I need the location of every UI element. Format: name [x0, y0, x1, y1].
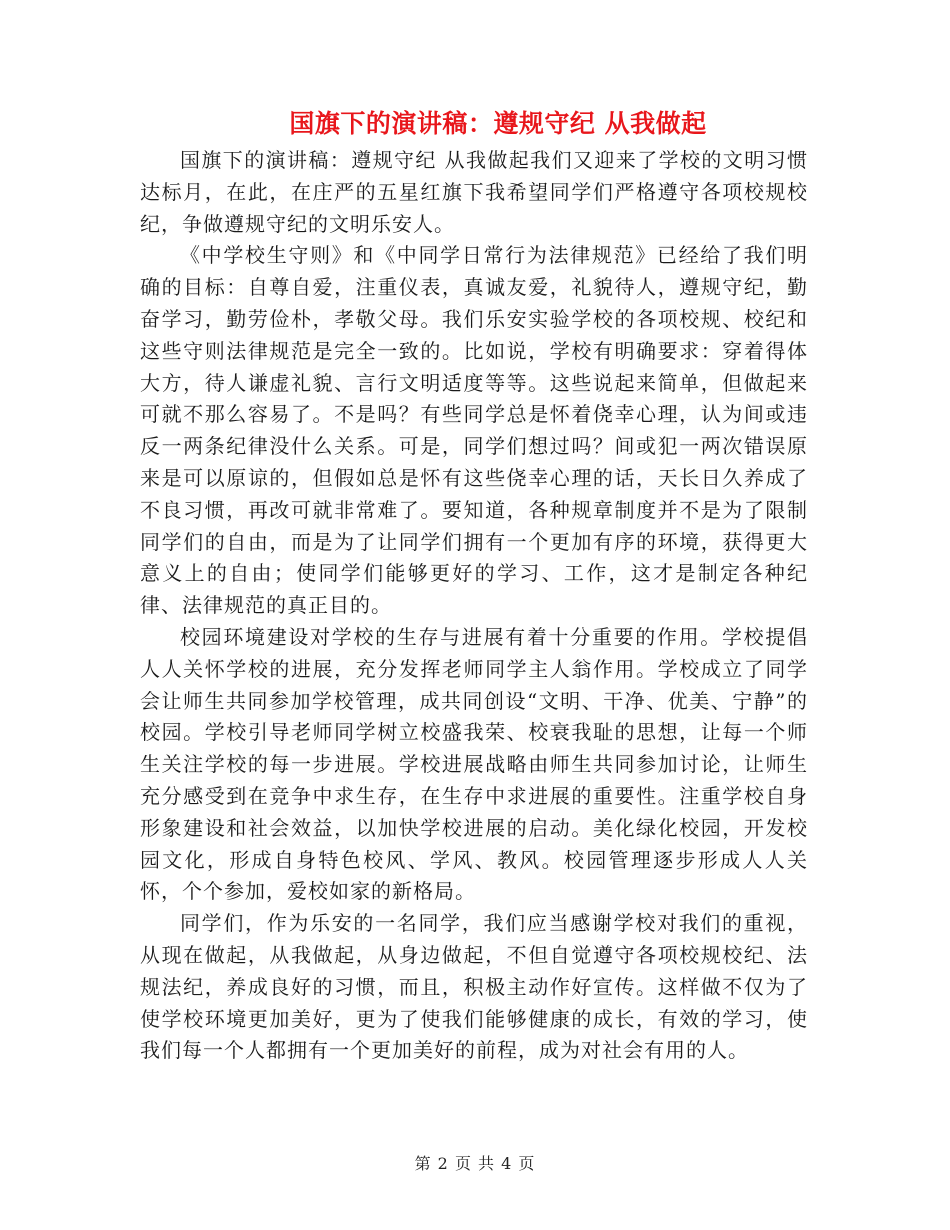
paragraph-1: 国旗下的演讲稿：遵规守纪 从我做起我们又迎来了学校的文明习惯达标月，在此，在庄严的五星红旗下我希望同学们严格遵守各项校规校纪，争做遵规守纪的文明乐安人。: [140, 148, 808, 236]
document-title: 国旗下的演讲稿：遵规守纪 从我做起: [289, 109, 707, 138]
document-body: [140, 145, 808, 1067]
paragraph-3: 校园环境建设对学校的生存与进展有着十分重要的作用。学校提倡人人关怀学校的进展，充分发挥老师同学主人翁作用。学校成立了同学会让师生共同参加学校管理，成共同创设“文明、干净、优美、宁静”的校园。学校引导老师同学树立校盛我荣、校衰我耻的思想，让每一个师生关注学校的每一步进展。学校进展战略由师生共同参加讨论，让师生充分感受到在竞争中求生存，在生存中求进展的重要性。注重学校自身形象建设和社会效益，以加快学校进展的启动。美化绿化校园，开发校园文化，形成自身特色校风、学风、教风。校园管理逐步形成人人关怀，个个参加，爱校如家的新格局。: [140, 624, 808, 904]
paragraph-4: 同学们，作为乐安的一名同学，我们应当感谢学校对我们的重视，从现在做起，从我做起，从身边做起，不但自觉遵守各项校规校纪、法规法纪，养成良好的习惯，而且，积极主动作好宣传。这样做不仅为了使学校环境更加美好，更为了使我们能够健康的成长，有效的学习，使我们每一个人都拥有一个更加美好的前程，成为对社会有用的人。: [140, 911, 808, 1063]
page-footer: 第 2 页 共 4 页: [414, 1154, 536, 1173]
paragraph-2: 《中学校生守则》和《中同学日常行为法律规范》已经给了我们明确的目标：自尊自爱，注重仪表，真诚友爱，礼貌待人，遵规守纪，勤奋学习，勤劳俭朴，孝敬父母。我们乐安实验学校的各项校规、校纪和这些守则法律规范是完全一致的。比如说，学校有明确要求：穿着得体大方，待人谦虚礼貌、言行文明适度等等。这些说起来简单，但做起来可就不那么容易了。不是吗？有些同学总是怀着侥幸心理，认为间或违反一两条纪律没什么关系。可是，同学们想过吗？间或犯一两次错误原来是可以原谅的，但假如总是怀有这些侥幸心理的话，天长日久养成了不良习惯，再改可就非常难了。要知道，各种规章制度并不是为了限制同学们的自由，而是为了让同学们拥有一个更加有序的环境，获得更大意义上的自由；使同学们能够更好的学习、工作，这才是制定各种纪律、法律规范的真正目的。: [140, 243, 808, 618]
